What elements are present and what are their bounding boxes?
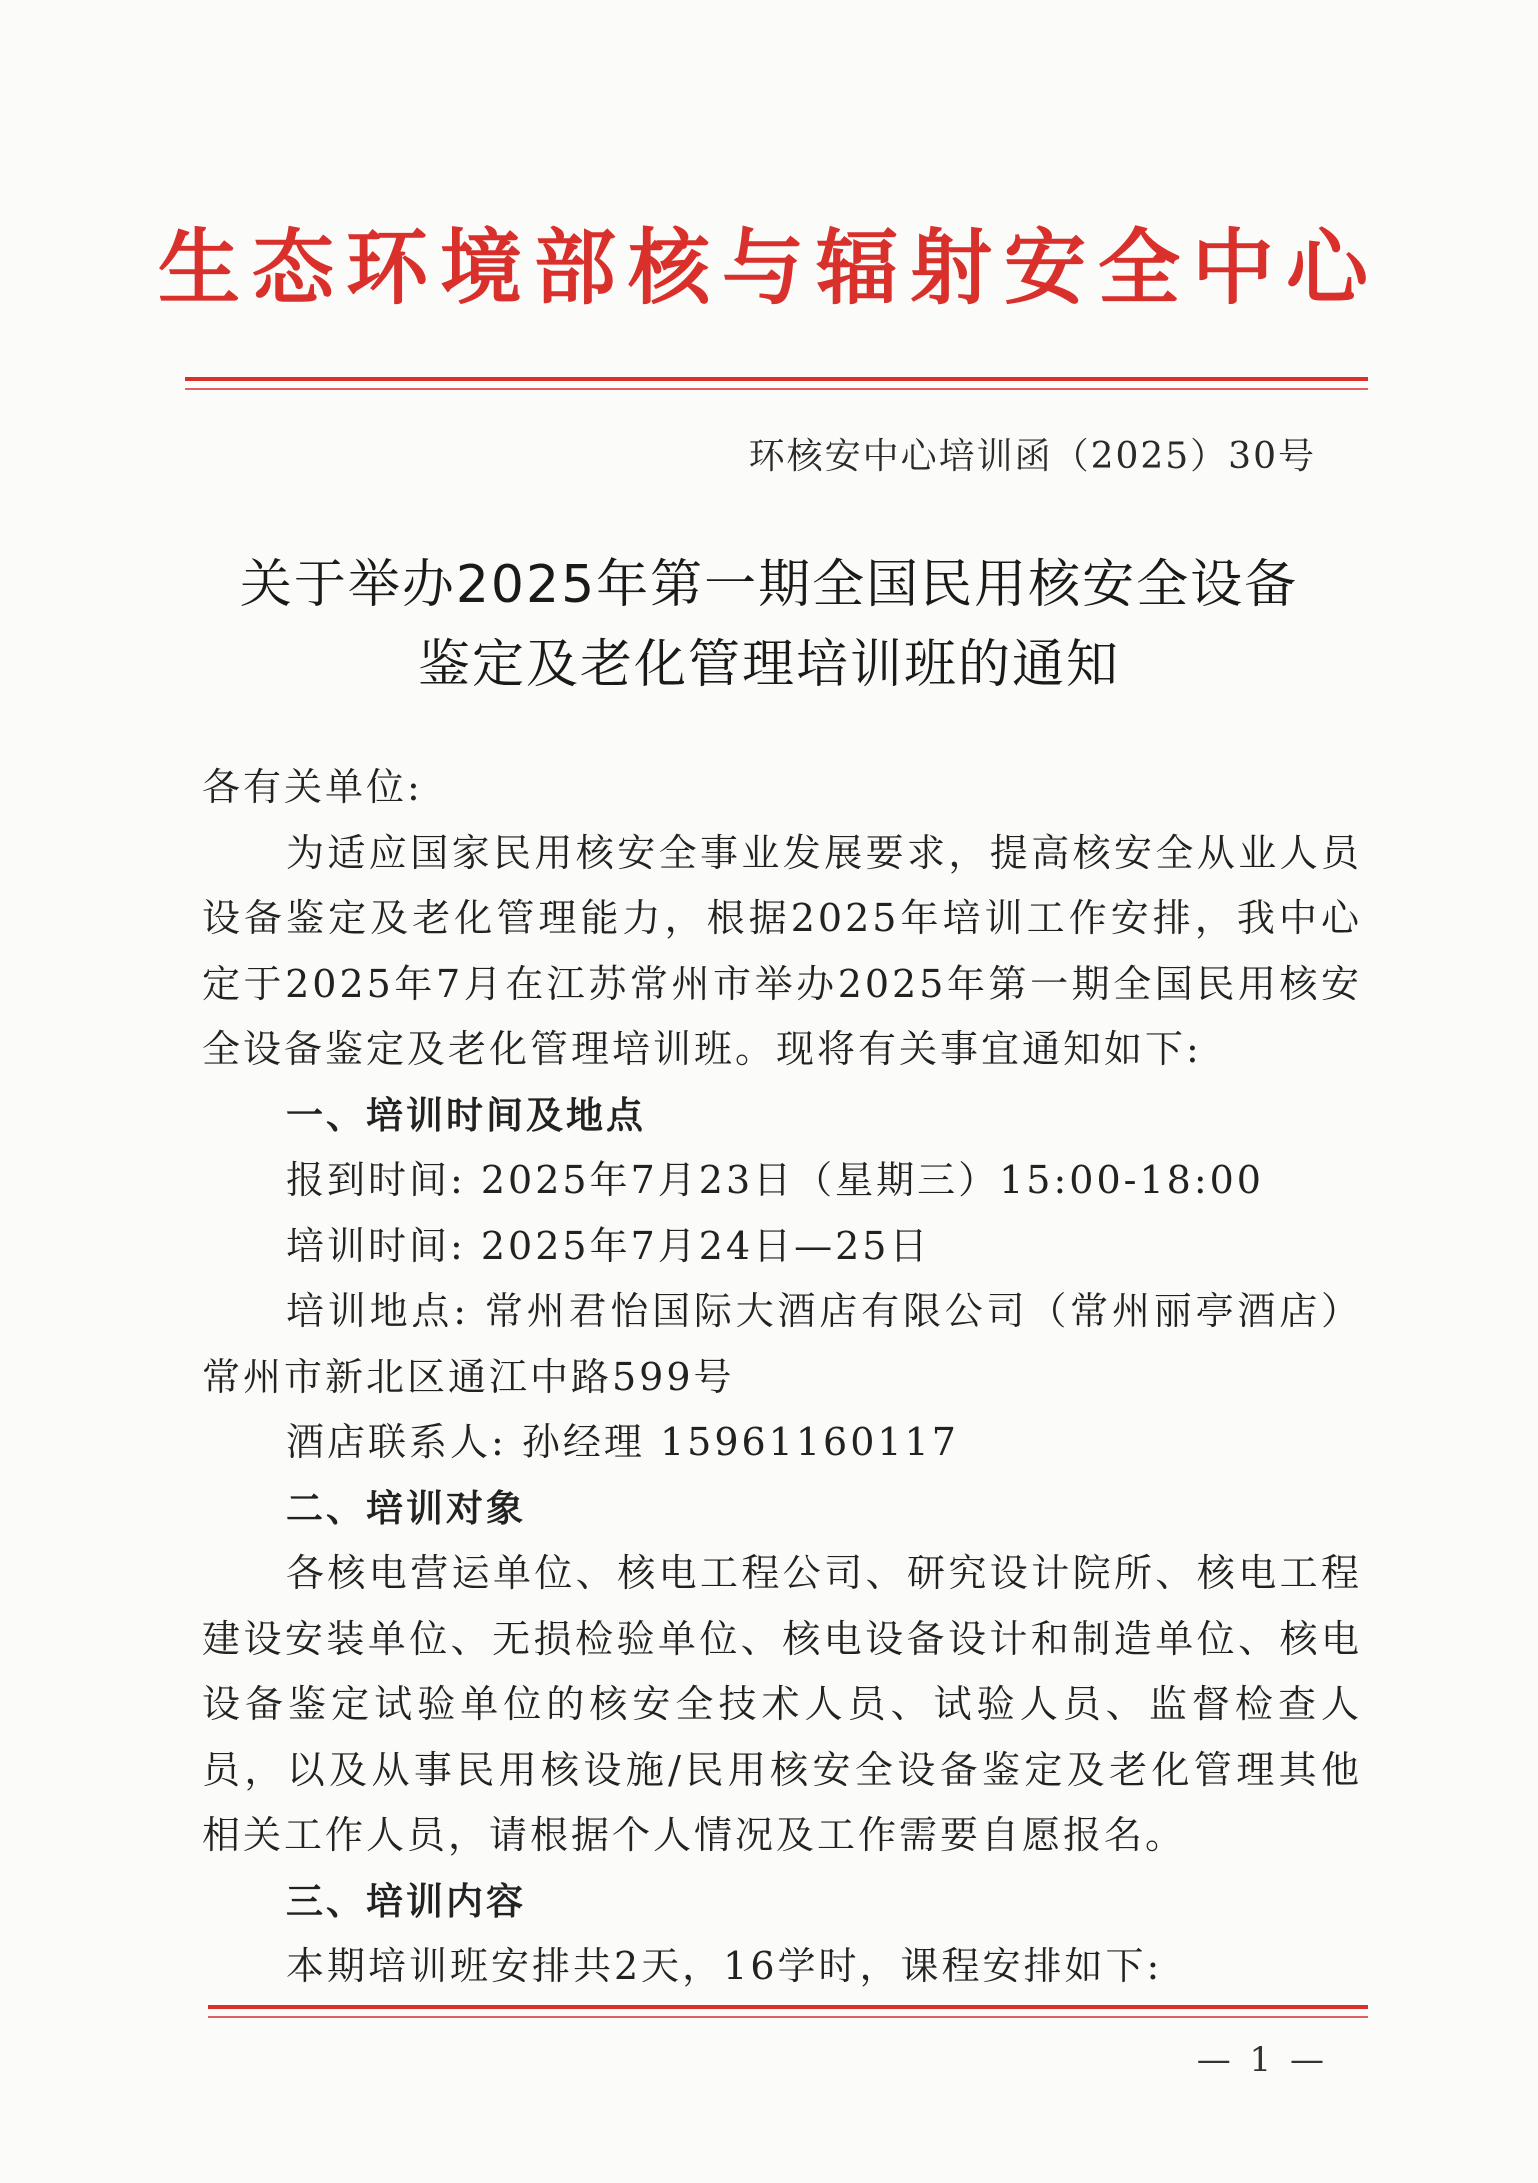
notice-title-line-2: 鉴定及老化管理培训班的通知 — [417, 635, 1120, 695]
footer-red-rule — [208, 2005, 1368, 2009]
notice-title-line-1: 关于举办2025年第一期全国民用核安全设备 — [239, 555, 1299, 615]
training-location: 培训地点: 常州君怡国际大酒店有限公司（常州丽亭酒店）常州市新北区通江中路599号 — [202, 1289, 1362, 1399]
notice-body — [202, 755, 1362, 2000]
training-audience: 各核电营运单位、核电工程公司、研究设计院所、核电工程建设安装单位、无损检验单位、核电设备设计和制造单位、核电设备鉴定试验单位的核安全技术人员、试验人员、监督检查人员，以及从事民用核设施/民用核安全设备鉴定及老化管理其他相关工作人员，请根据个人情况及工作需要自愿报名。 — [202, 1551, 1362, 1857]
section-3-heading: 三、培训内容 — [286, 1879, 526, 1923]
hotel-contact: 酒店联系人: 孙经理 15961160117 — [286, 1420, 959, 1464]
footer-red-rule-thin — [208, 2016, 1368, 2018]
registration-time: 报到时间: 2025年7月23日（星期三）15:00-18:00 — [286, 1158, 1264, 1202]
notice-title — [0, 545, 1538, 705]
section-1-heading: 一、培训时间及地点 — [286, 1093, 646, 1137]
training-content: 本期培训班安排共2天，16学时，课程安排如下: — [286, 1944, 1163, 1988]
document-number: 环核安中心培训函（2025）30号 — [748, 436, 1316, 477]
header-red-rule-thin — [185, 388, 1368, 390]
intro-paragraph: 为适应国家民用核安全事业发展要求，提高核安全从业人员设备鉴定及老化管理能力，根据2025年培训工作安排，我中心定于2025年7月在江苏常州市举办2025年第一期全国民用核安全设备鉴定及老化管理培训班。现将有关事宜通知如下: — [202, 830, 1362, 1071]
page-number: — 1 — — [1196, 2040, 1328, 2080]
salutation: 各有关单位: — [202, 765, 423, 809]
training-time: 培训时间: 2025年7月24日—25日 — [286, 1223, 931, 1268]
organization-header: 生态环境部核与辐射安全中心 — [157, 221, 1380, 316]
header-red-rule — [185, 377, 1368, 381]
section-2-heading: 二、培训对象 — [286, 1486, 526, 1530]
